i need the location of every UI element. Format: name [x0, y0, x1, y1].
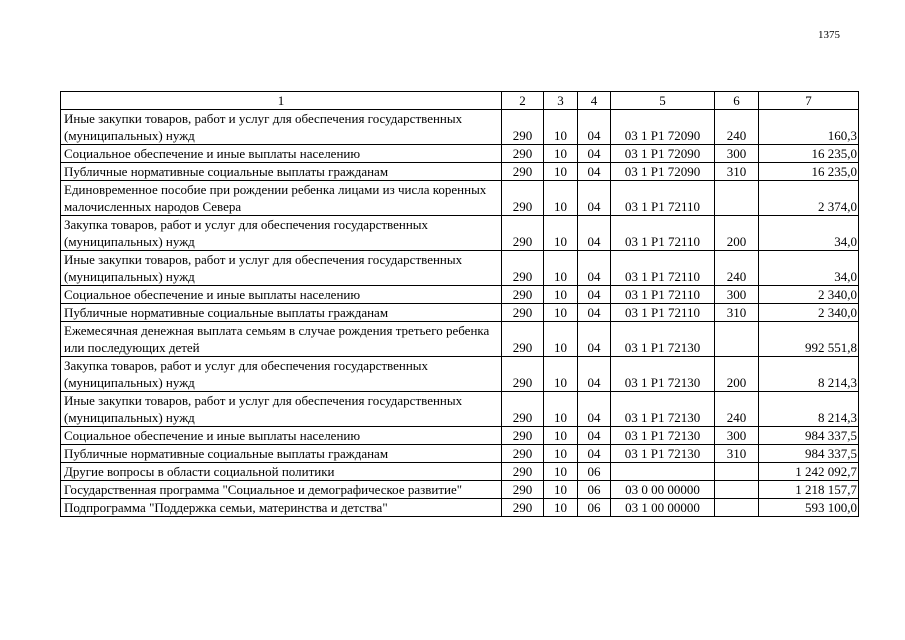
subsection-cell: 04 [578, 427, 611, 445]
amount-cell: 593 100,0 [759, 499, 859, 517]
item-name-cell: Социальное обеспечение и иные выплаты населению [61, 145, 502, 163]
expense-type-cell: 200 [715, 216, 759, 251]
admin-code-cell: 290 [502, 145, 544, 163]
admin-code-cell: 290 [502, 181, 544, 216]
budget-table [60, 91, 859, 517]
admin-code-cell: 290 [502, 216, 544, 251]
amount-cell: 8 214,3 [759, 357, 859, 392]
admin-code-cell: 290 [502, 481, 544, 499]
subsection-cell: 04 [578, 322, 611, 357]
table-row [61, 110, 859, 145]
admin-code-cell: 290 [502, 110, 544, 145]
section-cell: 10 [544, 427, 578, 445]
subsection-cell: 04 [578, 145, 611, 163]
table-row [61, 427, 859, 445]
subsection-cell: 04 [578, 304, 611, 322]
target-article-cell: 03 1 P1 72090 [611, 163, 715, 181]
item-name-cell: Социальное обеспечение и иные выплаты населению [61, 286, 502, 304]
admin-code-cell: 290 [502, 322, 544, 357]
table-row [61, 145, 859, 163]
subsection-cell: 06 [578, 481, 611, 499]
table-row [61, 322, 859, 357]
table-row [61, 481, 859, 499]
item-name-cell: Государственная программа "Социальное и демографическое развитие" [61, 481, 502, 499]
expense-type-cell: 300 [715, 145, 759, 163]
amount-cell: 160,3 [759, 110, 859, 145]
expense-type-cell: 200 [715, 357, 759, 392]
amount-cell: 16 235,0 [759, 163, 859, 181]
item-name-cell: Публичные нормативные социальные выплаты гражданам [61, 304, 502, 322]
expense-type-cell [715, 322, 759, 357]
item-name-cell: Закупка товаров, работ и услуг для обеспечения государственных (муниципальных) нужд [61, 216, 502, 251]
target-article-cell: 03 1 P1 72090 [611, 110, 715, 145]
table-row [61, 392, 859, 427]
amount-cell: 34,0 [759, 216, 859, 251]
amount-cell: 8 214,3 [759, 392, 859, 427]
target-article-cell: 03 0 00 00000 [611, 481, 715, 499]
section-cell: 10 [544, 304, 578, 322]
table-row [61, 216, 859, 251]
target-article-cell: 03 1 P1 72130 [611, 392, 715, 427]
table-row [61, 357, 859, 392]
table-row [61, 463, 859, 481]
admin-code-cell: 290 [502, 392, 544, 427]
expense-type-cell: 310 [715, 304, 759, 322]
amount-cell: 992 551,8 [759, 322, 859, 357]
amount-cell: 2 374,0 [759, 181, 859, 216]
admin-code-cell: 290 [502, 427, 544, 445]
admin-code-cell: 290 [502, 304, 544, 322]
section-cell: 10 [544, 499, 578, 517]
section-cell: 10 [544, 145, 578, 163]
admin-code-cell: 290 [502, 163, 544, 181]
amount-cell: 2 340,0 [759, 304, 859, 322]
target-article-cell: 03 1 00 00000 [611, 499, 715, 517]
amount-cell: 16 235,0 [759, 145, 859, 163]
header-cell: 2 [502, 92, 544, 110]
section-cell: 10 [544, 251, 578, 286]
expense-type-cell [715, 181, 759, 216]
target-article-cell: 03 1 P1 72130 [611, 445, 715, 463]
table-body [61, 110, 859, 517]
subsection-cell: 04 [578, 445, 611, 463]
subsection-cell: 04 [578, 110, 611, 145]
admin-code-cell: 290 [502, 286, 544, 304]
amount-cell: 34,0 [759, 251, 859, 286]
table-row [61, 286, 859, 304]
subsection-cell: 04 [578, 357, 611, 392]
section-cell: 10 [544, 357, 578, 392]
expense-type-cell [715, 499, 759, 517]
admin-code-cell: 290 [502, 445, 544, 463]
table-row [61, 445, 859, 463]
header-cell: 6 [715, 92, 759, 110]
subsection-cell: 06 [578, 499, 611, 517]
target-article-cell: 03 1 P1 72110 [611, 304, 715, 322]
header-cell: 1 [61, 92, 502, 110]
admin-code-cell: 290 [502, 463, 544, 481]
amount-cell: 984 337,5 [759, 427, 859, 445]
target-article-cell: 03 1 P1 72110 [611, 181, 715, 216]
item-name-cell: Подпрограмма "Поддержка семьи, материнства и детства" [61, 499, 502, 517]
section-cell: 10 [544, 110, 578, 145]
amount-cell: 984 337,5 [759, 445, 859, 463]
table-row [61, 163, 859, 181]
section-cell: 10 [544, 445, 578, 463]
table-row [61, 499, 859, 517]
expense-type-cell [715, 463, 759, 481]
expense-type-cell [715, 481, 759, 499]
expense-type-cell: 300 [715, 286, 759, 304]
expense-type-cell: 310 [715, 163, 759, 181]
target-article-cell: 03 1 P1 72110 [611, 251, 715, 286]
item-name-cell: Социальное обеспечение и иные выплаты населению [61, 427, 502, 445]
expense-type-cell: 240 [715, 392, 759, 427]
section-cell: 10 [544, 322, 578, 357]
target-article-cell: 03 1 P1 72130 [611, 322, 715, 357]
header-cell: 4 [578, 92, 611, 110]
subsection-cell: 04 [578, 392, 611, 427]
subsection-cell: 04 [578, 163, 611, 181]
item-name-cell: Публичные нормативные социальные выплаты гражданам [61, 163, 502, 181]
item-name-cell: Иные закупки товаров, работ и услуг для обеспечения государственных (муниципальных) нужд [61, 392, 502, 427]
item-name-cell: Единовременное пособие при рождении ребенка лицами из числа коренных малочисленных народов Севера [61, 181, 502, 216]
subsection-cell: 04 [578, 286, 611, 304]
item-name-cell: Публичные нормативные социальные выплаты гражданам [61, 445, 502, 463]
expense-type-cell: 310 [715, 445, 759, 463]
section-cell: 10 [544, 392, 578, 427]
target-article-cell: 03 1 P1 72110 [611, 216, 715, 251]
amount-cell: 2 340,0 [759, 286, 859, 304]
target-article-cell: 03 1 P1 72130 [611, 427, 715, 445]
section-cell: 10 [544, 286, 578, 304]
subsection-cell: 06 [578, 463, 611, 481]
subsection-cell: 04 [578, 251, 611, 286]
expense-type-cell: 300 [715, 427, 759, 445]
table-row [61, 304, 859, 322]
target-article-cell: 03 1 P1 72090 [611, 145, 715, 163]
table-header-row [61, 92, 859, 110]
header-cell: 7 [759, 92, 859, 110]
table-row [61, 181, 859, 216]
amount-cell: 1 242 092,7 [759, 463, 859, 481]
section-cell: 10 [544, 481, 578, 499]
subsection-cell: 04 [578, 216, 611, 251]
target-article-cell [611, 463, 715, 481]
page-number: 1375 [818, 29, 840, 41]
item-name-cell: Другие вопросы в области социальной политики [61, 463, 502, 481]
expense-type-cell: 240 [715, 110, 759, 145]
admin-code-cell: 290 [502, 499, 544, 517]
admin-code-cell: 290 [502, 251, 544, 286]
header-cell: 5 [611, 92, 715, 110]
table-row [61, 251, 859, 286]
header-cell: 3 [544, 92, 578, 110]
section-cell: 10 [544, 181, 578, 216]
item-name-cell: Иные закупки товаров, работ и услуг для обеспечения государственных (муниципальных) нужд [61, 251, 502, 286]
amount-cell: 1 218 157,7 [759, 481, 859, 499]
item-name-cell: Иные закупки товаров, работ и услуг для обеспечения государственных (муниципальных) нужд [61, 110, 502, 145]
subsection-cell: 04 [578, 181, 611, 216]
expense-type-cell: 240 [715, 251, 759, 286]
admin-code-cell: 290 [502, 357, 544, 392]
section-cell: 10 [544, 216, 578, 251]
target-article-cell: 03 1 P1 72110 [611, 286, 715, 304]
item-name-cell: Ежемесячная денежная выплата семьям в случае рождения третьего ребенка или последующих детей [61, 322, 502, 357]
target-article-cell: 03 1 P1 72130 [611, 357, 715, 392]
section-cell: 10 [544, 463, 578, 481]
item-name-cell: Закупка товаров, работ и услуг для обеспечения государственных (муниципальных) нужд [61, 357, 502, 392]
section-cell: 10 [544, 163, 578, 181]
